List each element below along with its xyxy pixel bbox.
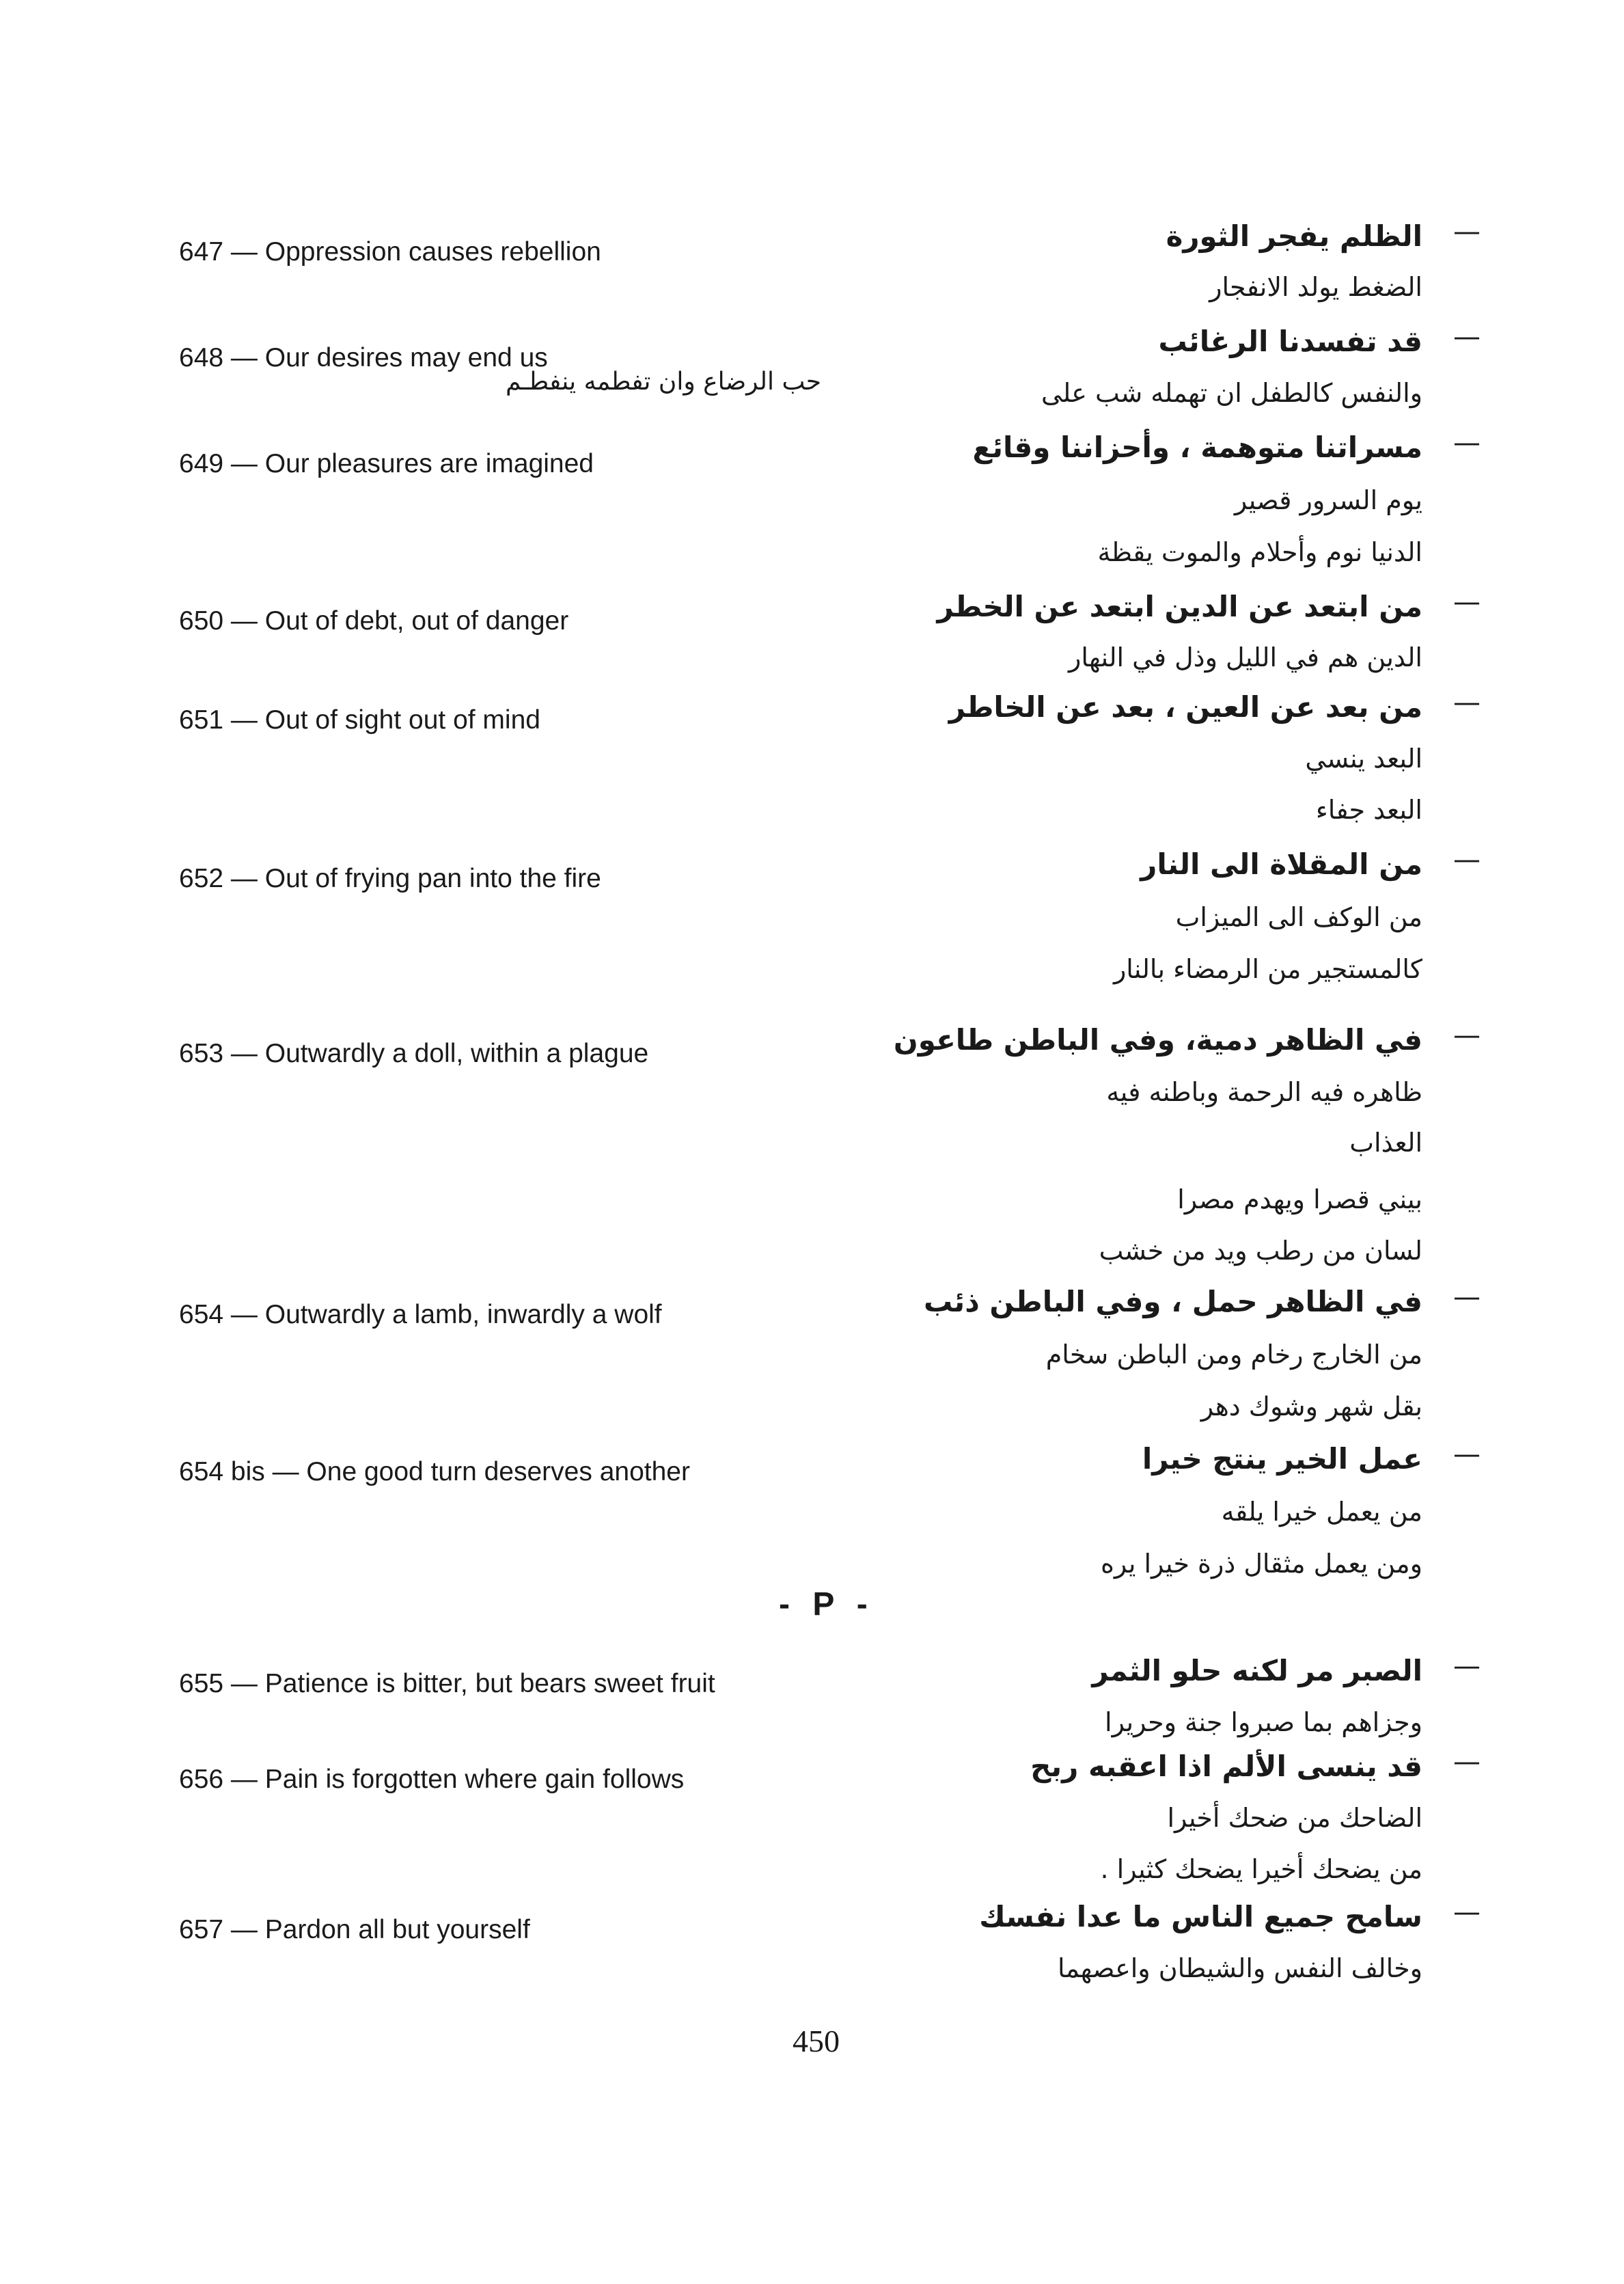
entry-654bis-arabic-heading: عمل الخير ينتج خيرا [1142, 1442, 1422, 1476]
entry-647-arabic-line: الضغط يولد الانفجار [1209, 272, 1422, 302]
entry-657-english: 657 — Pardon all but yourself [179, 1915, 530, 1944]
entry-647-arabic-heading: الظلم يفجر الثورة [1166, 219, 1422, 253]
entry-650-arabic-line: الدين هم في الليل وذل في النهار [1069, 642, 1422, 672]
entry-653-arabic-line: العذاب [1349, 1128, 1422, 1158]
entry-649-english: 649 — Our pleasures are imagined [179, 449, 594, 478]
entry-656-arabic-line: من يضحك أخيرا يضحك كثيرا . [1100, 1854, 1422, 1884]
entry-655-english: 655 — Patience is bitter, but bears sweet fruit [179, 1669, 715, 1698]
entry-652-arabic-line: من الوكف الى الميزاب [1175, 902, 1422, 932]
entry-652-arabic-line: كالمستجير من الرمضاء بالنار [1113, 954, 1422, 984]
entry-648-english: 648 — Our desires may end us [179, 343, 548, 372]
entry-654-arabic-line: بقل شهر وشوك دهر [1200, 1391, 1422, 1422]
entry-656-arabic-line: الضاحك من ضحك أخيرا [1167, 1803, 1422, 1833]
entry-653-arabic-line: لسان من رطب ويد من خشب [1099, 1236, 1422, 1266]
entry-649-arabic-heading: مسراتنا متوهمة ، وأحزاننا وقائع [972, 431, 1422, 464]
entry-648-arabic-line: والنفس كالطفل ان تهمله شب على [1041, 378, 1422, 408]
entry-653-arabic-line: ظاهره فيه الرحمة وباطنه فيه [1106, 1077, 1422, 1107]
entry-650-arabic-heading: من ابتعد عن الدين ابتعد عن الخطر [937, 590, 1422, 623]
entry-dash: — [1453, 1650, 1481, 1682]
entry-657-arabic-heading: سامح جميع الناس ما عدا نفسك [979, 1900, 1422, 1933]
entry-654-arabic-heading: في الظاهر حمل ، وفي الباطن ذئب [923, 1285, 1422, 1318]
entry-dash: — [1453, 427, 1481, 459]
entry-649-arabic-line: يوم السرور قصير [1234, 485, 1422, 515]
entry-dash: — [1453, 1020, 1481, 1051]
entry-654-english: 654 — Outwardly a lamb, inwardly a wolf [179, 1300, 662, 1329]
entry-dash: — [1453, 216, 1481, 247]
entry-649-arabic-line: الدنيا نوم وأحلام والموت يقظة [1097, 537, 1422, 567]
entry-654bis-arabic-line: ومن يعمل مثقال ذرة خيرا يره [1100, 1549, 1422, 1579]
entry-657-arabic-line: وخالف النفس والشيطان واعصهما [1058, 1953, 1422, 1983]
entry-648-arabic-heading: قد تفسدنا الرغائب [1158, 325, 1422, 358]
entry-651-arabic-line: البعد ينسي [1305, 744, 1422, 774]
entry-651-arabic-heading: من بعد عن العين ، بعد عن الخاطر [948, 690, 1422, 724]
entry-653-arabic-heading: في الظاهر دمية، وفي الباطن طاعون [893, 1023, 1422, 1057]
entry-dash: — [1453, 1281, 1481, 1313]
entry-dash: — [1453, 1746, 1481, 1778]
entry-653-english: 653 — Outwardly a doll, within a plague [179, 1039, 649, 1068]
entry-650-english: 650 — Out of debt, out of danger [179, 606, 569, 636]
entry-654bis-english: 654 bis — One good turn deserves another [179, 1457, 690, 1486]
entry-dash: — [1453, 321, 1481, 353]
page-number: 450 [793, 2024, 840, 2058]
entry-656-english: 656 — Pain is forgotten where gain follows [179, 1765, 685, 1794]
entry-655-arabic-heading: الصبر مر لكنه حلو الثمر [1092, 1654, 1422, 1687]
entry-dash: — [1453, 687, 1481, 718]
entry-dash: — [1453, 1896, 1481, 1928]
entry-651-arabic-line: البعد جفاء [1315, 795, 1422, 825]
entry-656-arabic-heading: قد ينسى الألم اذا اعقبه ربح [1030, 1750, 1422, 1783]
entry-654bis-arabic-line: من يعمل خيرا يلقه [1221, 1497, 1422, 1527]
stray-verse: حب الرضاع وان تفطمه ينفطـم [506, 368, 822, 396]
entry-647-english: 647 — Oppression causes rebellion [179, 237, 601, 267]
entry-653-arabic-line: بيني قصرا ويهدم مصرا [1177, 1184, 1422, 1214]
entry-655-arabic-line: وجزاهم بما صبروا جنة وحريرا [1105, 1707, 1422, 1737]
entry-652-arabic-heading: من المقلاة الى النار [1140, 847, 1422, 881]
section-letter: - P - [779, 1586, 875, 1622]
entry-651-english: 651 — Out of sight out of mind [179, 705, 540, 735]
entry-dash: — [1453, 844, 1481, 875]
entry-dash: — [1453, 1439, 1481, 1470]
entry-dash: — [1453, 586, 1481, 618]
entry-654-arabic-line: من الخارج رخام ومن الباطن سخام [1045, 1340, 1422, 1370]
entry-652-english: 652 — Out of frying pan into the fire [179, 864, 601, 893]
